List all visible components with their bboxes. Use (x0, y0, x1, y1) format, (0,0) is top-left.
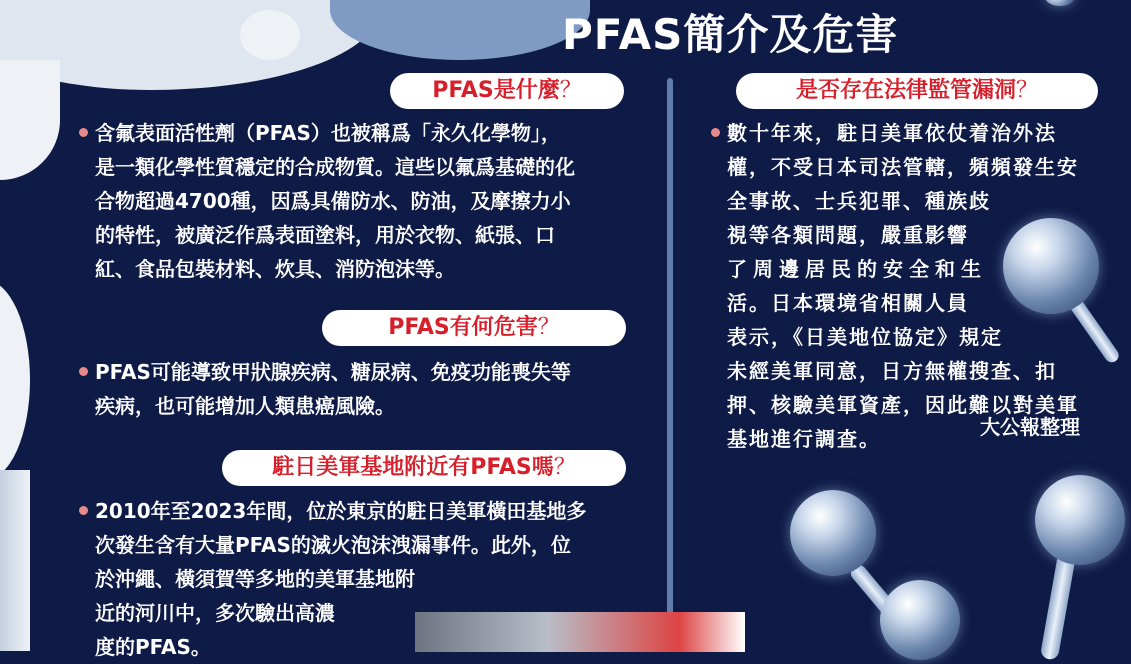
heading-pfas-harm (322, 310, 626, 346)
heading-question-mark: ？ (553, 455, 576, 480)
text-line: 權，不受日本司法管轄，頻頻發生安 (727, 155, 1079, 179)
page-title: PFAS簡介及危害 (562, 10, 899, 59)
text-line: 表示，《日美地位協定》規定 (727, 325, 1003, 349)
heading-text: PFAS有何危害 (388, 315, 538, 340)
text-line: 次發生含有大量PFAS的滅火泡沫洩漏事件。此外，位 (95, 533, 571, 557)
heading-text: 駐日美軍基地附近有PFAS嗎 (272, 455, 554, 480)
heading-question-mark: ？ (1016, 78, 1039, 103)
heading-question-mark: ？ (559, 78, 582, 103)
left-bottom-glass (0, 470, 30, 651)
text-line: 數十年來，駐日美軍依仗着治外法 (727, 121, 1057, 145)
top-blob (240, 10, 300, 60)
text-line: 近的河川中，多次驗出高濃 (95, 601, 335, 625)
top-left-drip (0, 60, 60, 180)
molecule-sphere (1035, 475, 1125, 565)
text-line: 2010年至2023年間，位於東京的駐日美軍橫田基地多 (95, 499, 587, 523)
text-line: 度的PFAS。 (95, 635, 211, 659)
bullet-dot (79, 367, 88, 376)
text-line: 是一類化學性質穩定的合成物質。這些以氟爲基礎的化 (95, 155, 575, 179)
bullet-dot (79, 128, 88, 137)
text-line: PFAS可能導致甲狀腺疾病、糖尿病、免疫功能喪失等 (95, 360, 571, 384)
molecule-sphere (880, 580, 960, 660)
text-line: 的特性，被廣泛作爲表面塗料，用於衣物、紙張、口 (95, 223, 555, 247)
text-line: 視等各類問題，嚴重影響 (727, 223, 969, 247)
text-line: 基地進行調查。 (727, 427, 881, 451)
text-line: 了周邊居民的安全和生 (727, 257, 987, 281)
paragraph-pfas-harm (95, 355, 571, 423)
text-line: 紅、食品包裝材料、炊具、消防泡沫等。 (95, 257, 455, 281)
molecule-sphere (1003, 218, 1099, 314)
heading-text: PFAS是什麼 (432, 78, 560, 103)
column-divider (667, 78, 673, 648)
source-credit: 大公報整理 (980, 415, 1080, 439)
text-line: 疾病，也可能增加人類患癌風險。 (95, 394, 395, 418)
heading-legal-loophole (736, 73, 1098, 109)
street-photo (415, 612, 745, 652)
text-line: 全事故、士兵犯罪、種族歧 (727, 189, 991, 213)
text-line: 未經美軍同意，日方無權搜查、扣 (727, 359, 1057, 383)
bullet-dot (79, 506, 88, 515)
text-line: 活。日本環境省相關人員 (727, 291, 969, 315)
paragraph-what-is-pfas (95, 116, 575, 286)
bullet-dot (711, 128, 720, 137)
text-line: 合物超過4700種，因爲具備防水、防油，及摩擦力小 (95, 189, 571, 213)
heading-text: 是否存在法律監管漏洞 (795, 78, 1016, 103)
molecule-sphere (790, 490, 876, 576)
top-mid-wave (330, 0, 590, 60)
text-line: 於沖繩、橫須賀等多地的美軍基地附 (95, 567, 415, 591)
heading-question-mark: ？ (537, 315, 560, 340)
text-line: 押、核驗美軍資產，因此難以對美軍 (727, 393, 1079, 417)
left-blob (0, 280, 30, 480)
heading-what-is-pfas (390, 73, 624, 109)
text-line: 含氟表面活性劑（PFAS）也被稱爲「永久化學物」， (95, 121, 561, 145)
heading-us-base-pfas (222, 450, 626, 486)
